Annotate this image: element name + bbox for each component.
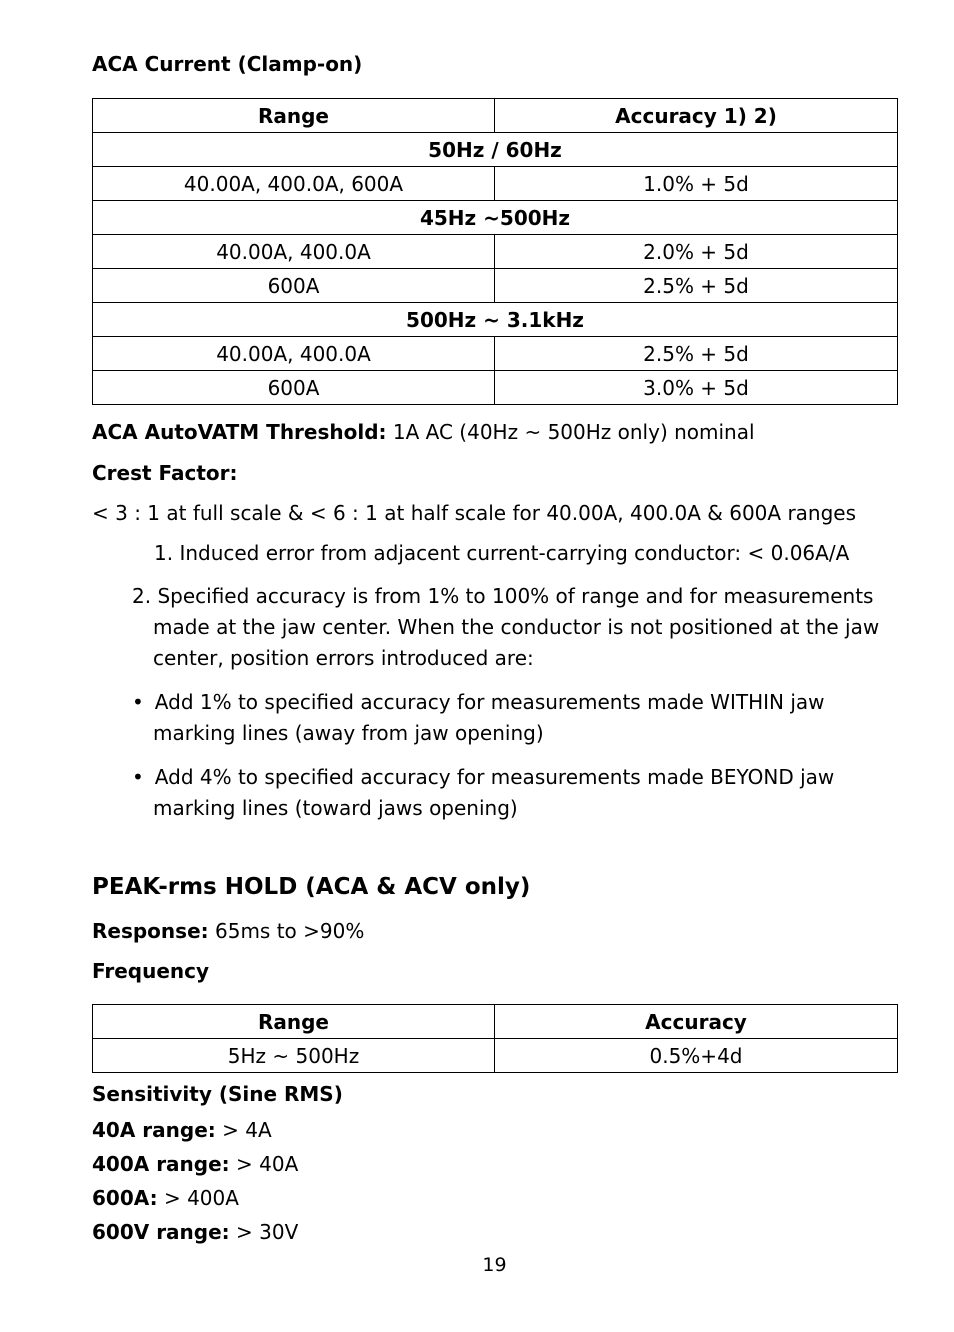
sensitivity-item: 600A: > 400A [92,1186,239,1210]
accuracy-cell: 2.5% + 5d [495,269,898,303]
sensitivity-item: 600V range: > 30V [92,1220,299,1244]
table-header-row [93,1005,898,1039]
bullet-beyond-jaw [132,762,834,824]
note-line: made at the jaw center. When the conductor is not positioned at the jaw [153,615,880,639]
table-row [93,167,898,201]
accuracy-cell: 1.0% + 5d [495,167,898,201]
accuracy-cell: 2.5% + 5d [495,337,898,371]
table-group-row [93,201,898,235]
sensitivity-item: 40A range: > 4A [92,1118,272,1142]
response-line [92,919,364,943]
threshold-line [92,420,755,444]
section-title-aca-current: ACA Current (Clamp-on) [92,52,363,76]
note-line: 2. Specified accuracy is from 1% to 100% of range and for measurements [132,584,874,608]
table-row [93,235,898,269]
response-value: 65ms to >90% [208,919,365,943]
bullet-line: Add 4% to specified accuracy for measurements made BEYOND jaw [154,765,835,789]
accuracy-cell: 0.5%+4d [495,1039,898,1073]
page-number: 19 [482,1254,507,1276]
bullet-line: Add 1% to specified accuracy for measurements made WITHIN jaw [154,690,825,714]
bullet-icon: • [132,765,144,789]
bullet-icon: • [132,690,144,714]
group-label: 45Hz ~500Hz [93,201,898,235]
header-range: Range [93,99,495,133]
note-specified-accuracy [132,581,879,674]
bullet-line: marking lines (away from jaw opening) [153,721,544,745]
table-row [93,371,898,405]
table-group-row [93,133,898,167]
sensitivity-label: Sensitivity (Sine RMS) [92,1082,343,1106]
range-cell: 40.00A, 400.0A [93,337,495,371]
threshold-value: 1A AC (40Hz ~ 500Hz only) nominal [386,420,755,444]
table-row [93,269,898,303]
table-header-row [93,99,898,133]
accuracy-cell: 3.0% + 5d [495,371,898,405]
group-label: 500Hz ~ 3.1kHz [93,303,898,337]
range-cell: 5Hz ~ 500Hz [93,1039,495,1073]
accuracy-cell: 2.0% + 5d [495,235,898,269]
peak-frequency-table [92,1004,898,1073]
response-label: Response: [92,919,209,943]
note-line: center, position errors introduced are: [153,646,534,670]
header-accuracy: Accuracy [495,1005,898,1039]
range-cell: 600A [93,269,495,303]
bullet-line: marking lines (toward jaws opening) [153,796,518,820]
table-row [93,337,898,371]
note-induced-error: 1. Induced error from adjacent current-carrying conductor: < 0.06A/A [154,541,850,565]
aca-accuracy-table [92,98,898,405]
range-cell: 600A [93,371,495,405]
table-row [93,1039,898,1073]
header-range: Range [93,1005,495,1039]
crest-factor-value: < 3 : 1 at full scale & < 6 : 1 at half scale for 40.00A, 400.0A & 600A ranges [92,501,857,525]
group-label: 50Hz / 60Hz [93,133,898,167]
range-cell: 40.00A, 400.0A [93,235,495,269]
header-accuracy: Accuracy 1) 2) [495,99,898,133]
bullet-within-jaw [132,687,825,749]
section-title-peak-rms-hold: PEAK-rms HOLD (ACA & ACV only) [92,874,531,900]
sensitivity-item: 400A range: > 40A [92,1152,299,1176]
range-cell: 40.00A, 400.0A, 600A [93,167,495,201]
table-group-row [93,303,898,337]
threshold-label: ACA AutoVATM Threshold: [92,420,387,444]
crest-factor-label: Crest Factor: [92,461,238,485]
frequency-label: Frequency [92,959,210,983]
